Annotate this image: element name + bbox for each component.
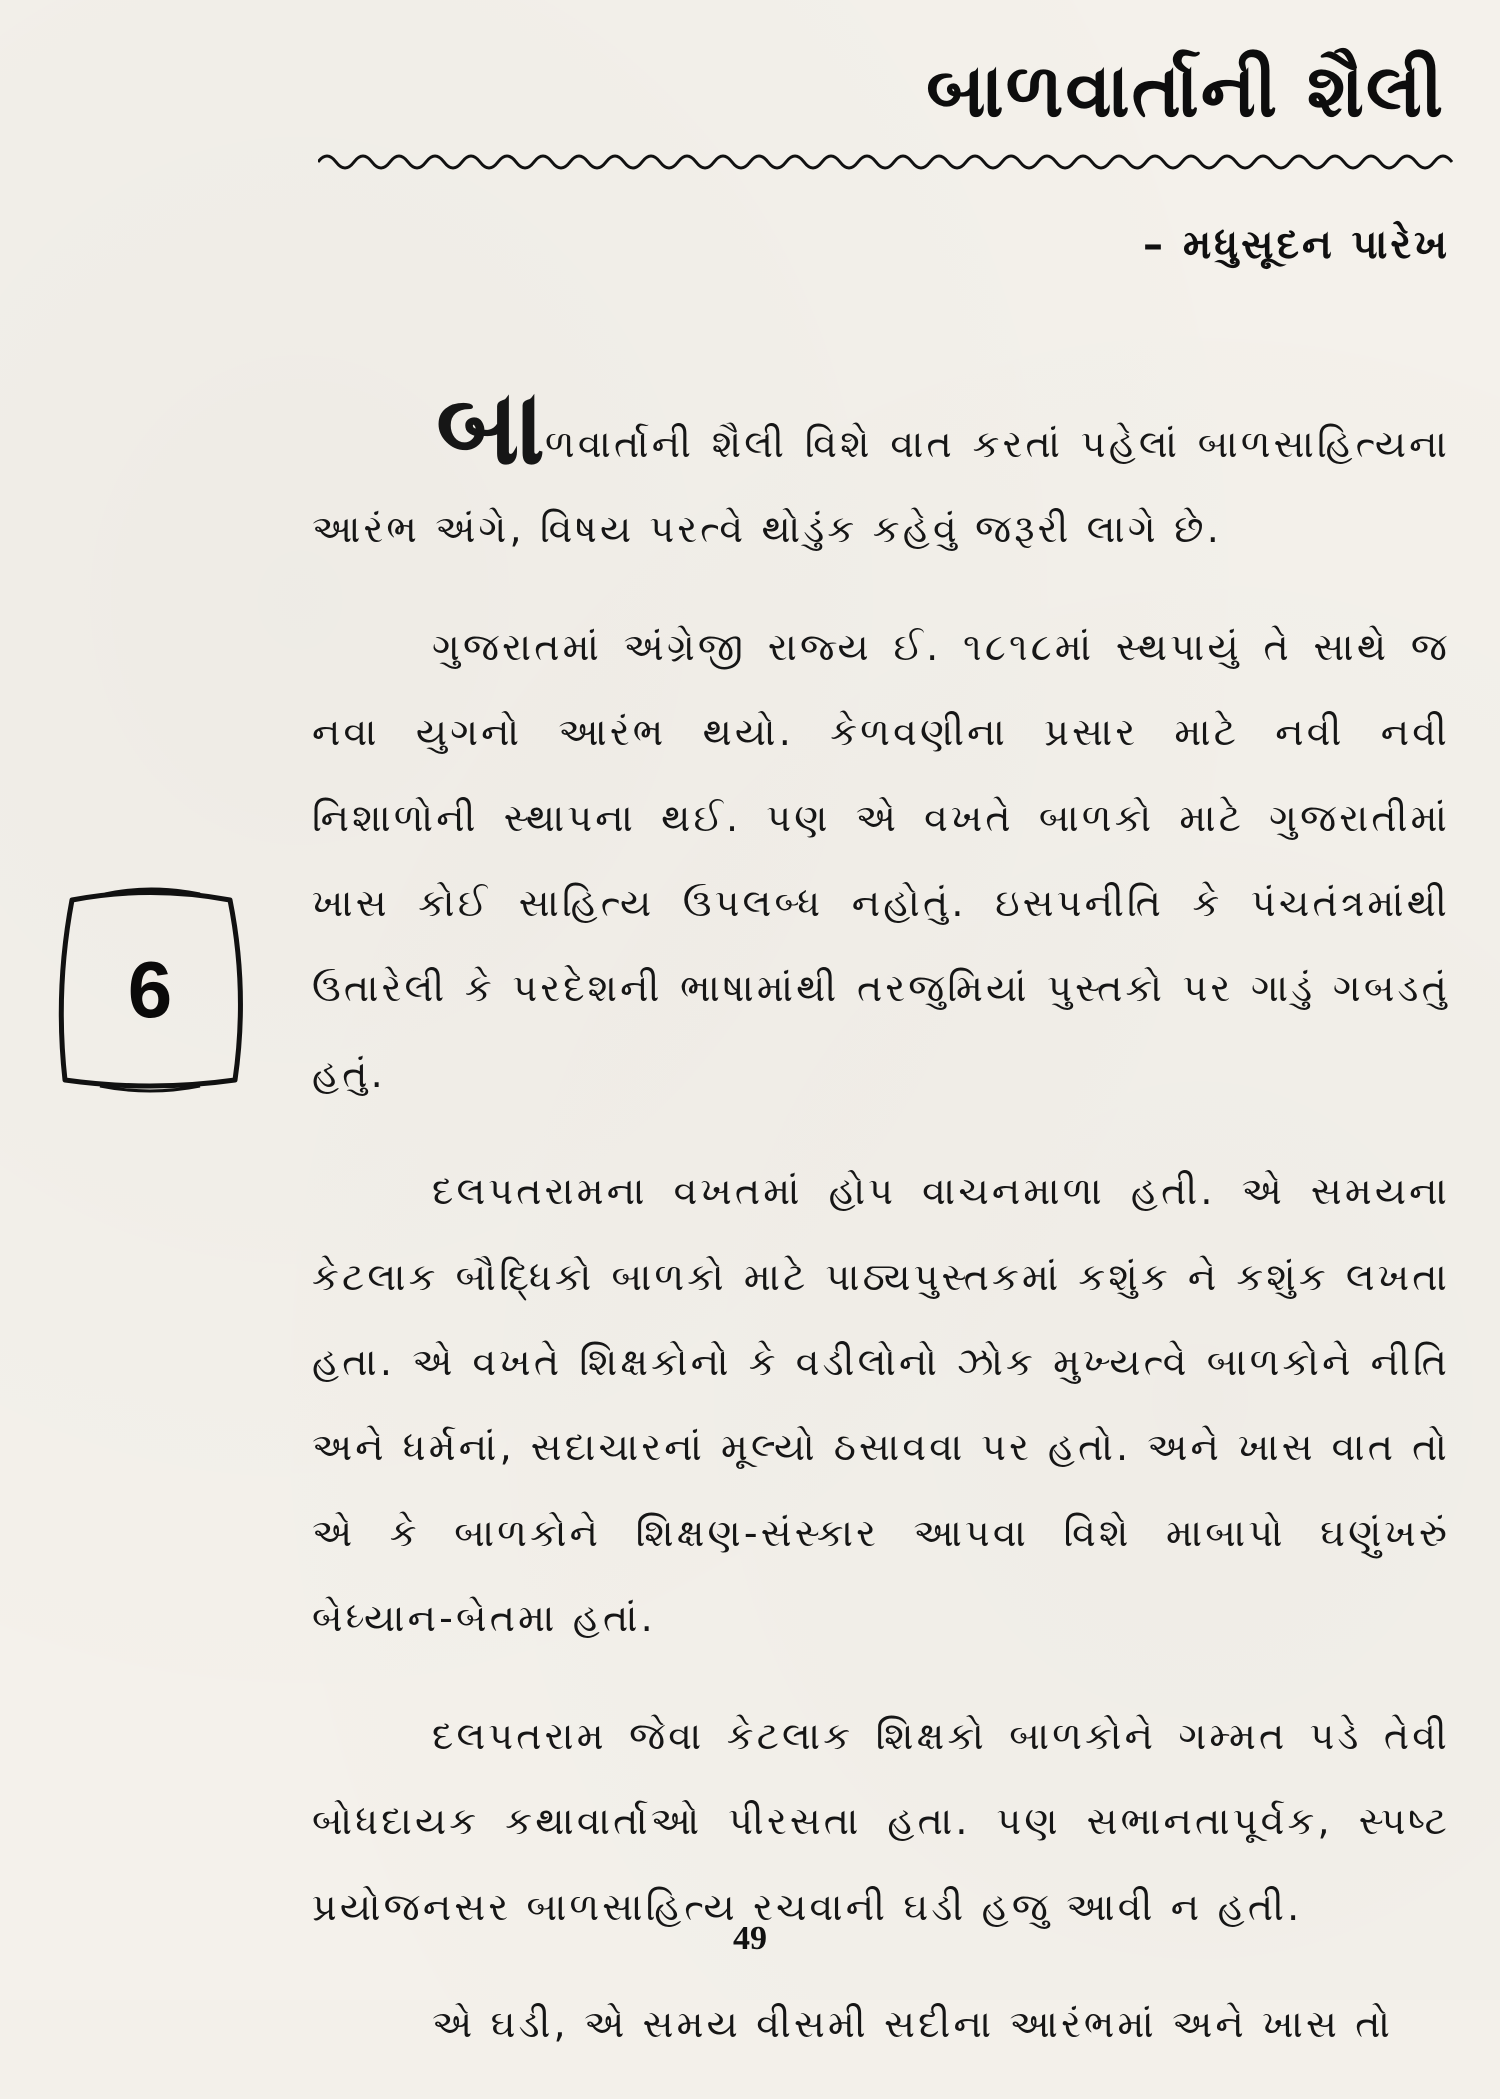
page-number: 49	[733, 1920, 767, 1957]
chapter-number: 6	[127, 945, 173, 1034]
chapter-title: બાળવાર્તાની શૈલી	[926, 48, 1445, 134]
paragraph: એ ઘડી, એ સમય વીસમી સદીના આરંભમાં અને ખાસ તો	[432, 2001, 1394, 2046]
paragraph: દલપતરામના વખતમાં હોપ વાચનમાળા હતી. એ સમયના કેટલાક બૌદ્ધિકો બાળકો માટે પાઠ્યપુસ્તકમાં કશુંક ને કશુંક લખતા હતા. એ વખતે શિક્ષકોનો કે વડીલોનો ઝોક મુખ્યત્વે બાળકોને નીતિ અને ધર્મનાં, સદાચારનાં મૂલ્યો ઠસાવવા પર હતો. અને ખાસ વાત તો એ કે બાળકોને શિક્ષણ-સંસ્કાર આપવા વિશે માબાપો ઘણુંખરું બેધ્યાન-બેતમા હતાં.	[312, 1169, 1450, 1641]
paragraph: દલપતરામ જેવા કેટલાક શિક્ષકો બાળકોને ગમ્મત પડે તેવી બોધદાયક કથાવાર્તાઓ પીરસતા હતા. પણ સભાનતાપૂર્વક, સ્પષ્ટ પ્રયોજનસર બાળસાહિત્ય રચવાની ઘડી હજુ આવી ન હતી.	[312, 1713, 1450, 1929]
wavy-divider	[318, 140, 1453, 180]
paragraph-text: ળવાર્તાની શૈલી વિશે વાત કરતાં પહેલાં બાળસાહિત્યના આરંભ અંગે, વિષય પરત્વે થોડુંક કહેવું જરૂરી લાગે છે.	[312, 422, 1450, 552]
author-name: – મધુસૂદન પારેખ	[1143, 222, 1450, 268]
chapter-number-box	[50, 880, 250, 1100]
article-body	[312, 366, 1450, 2099]
drop-cap: બા	[436, 366, 545, 488]
paragraph	[312, 366, 1450, 573]
paragraph: ગુજરાતમાં અંગ્રેજી રાજ્ય ઈ. ૧૮૧૮માં સ્થપાયું તે સાથે જ નવા યુગનો આરંભ થયો. કેળવણીના પ્રસાર માટે નવી નવી નિશાળોની સ્થાપના થઈ. પણ એ વખતે બાળકો માટે ગુજરાતીમાં ખાસ કોઈ સાહિત્ય ઉપલબ્ધ નહોતું. ઇસપનીતિ કે પંચતંત્રમાંથી ઉતારેલી કે પરદેશની ભાષામાંથી તરજુમિયાં પુસ્તકો પર ગાડું ગબડતું હતું.	[312, 624, 1450, 1096]
